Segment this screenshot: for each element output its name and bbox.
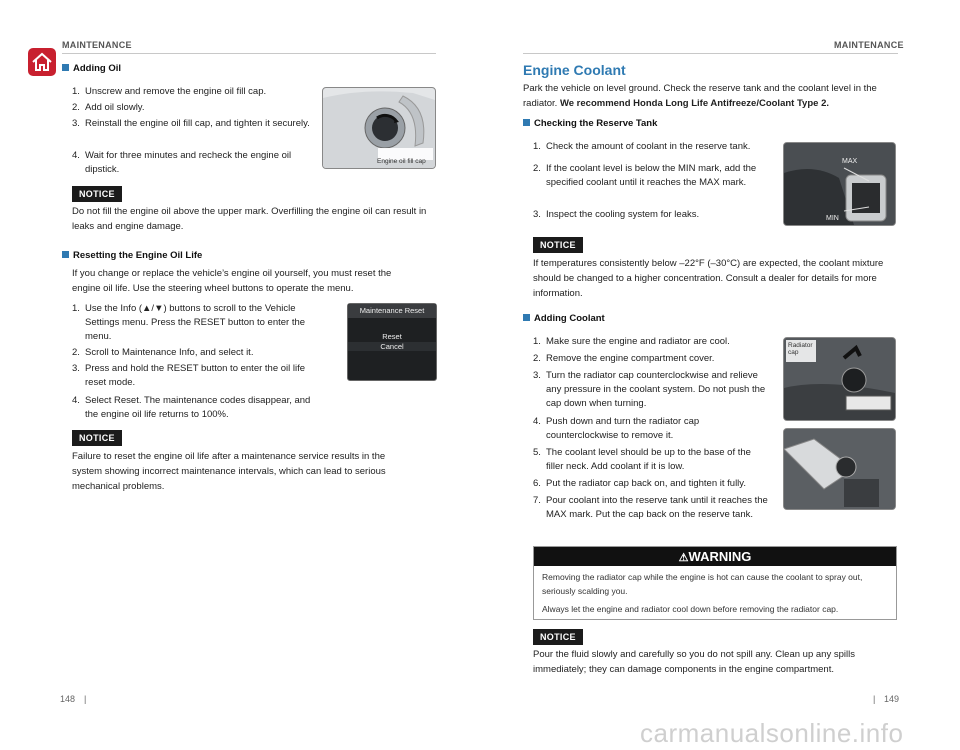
adding-coolant-steps <box>533 335 768 538</box>
notice-badge: NOTICE <box>533 237 583 253</box>
maintenance-reset-screen <box>347 303 437 381</box>
screen-option-cancel: Cancel <box>348 342 436 351</box>
screen-title: Maintenance Reset <box>348 304 436 318</box>
section-bullet-icon <box>62 251 69 258</box>
section-bullet-icon <box>62 64 69 71</box>
pouring-coolant-illustration <box>783 428 896 510</box>
list-item: 4. Wait for three minutes and recheck the engine oil dipstick. <box>72 150 292 175</box>
section-bullet-icon <box>523 119 530 126</box>
list-item: 4. Push down and turn the radiator cap counterclockwise to remove it. <box>533 416 700 441</box>
home-icon <box>28 48 56 76</box>
notice-text: If temperatures consistently below –22°F (–30°C) are expected, the coolant mixture should be changed to a higher concentration. Consult a dealer for details for more information. <box>533 258 884 299</box>
radiator-cap-illustration <box>783 337 896 421</box>
adding-oil-heading: Adding Oil <box>62 63 121 74</box>
reset-steps <box>72 302 317 424</box>
adding-coolant-heading: Adding Coolant <box>523 313 605 324</box>
reserve-tank-illustration <box>783 142 896 226</box>
adding-oil-steps <box>72 85 312 179</box>
warning-text-2: Always let the engine and radiator cool down before removing the radiator cap. <box>542 604 839 614</box>
warning-header: ⚠WARNING <box>534 547 896 566</box>
home-button[interactable] <box>28 48 56 76</box>
page-separator: | <box>84 694 87 704</box>
engine-coolant-title: Engine Coolant <box>523 62 626 78</box>
checking-steps <box>533 140 768 224</box>
right-running-header: MAINTENANCE <box>834 40 904 50</box>
checking-reserve-tank-heading: Checking the Reserve Tank <box>523 118 657 129</box>
section-bullet-icon <box>523 314 530 321</box>
notice-badge: NOTICE <box>533 629 583 645</box>
notice-text: Failure to reset the engine oil life after a maintenance service results in the system showing incorrect maintenance intervals, which can lead to serious mechanical problems. <box>72 451 386 492</box>
list-item: 4. Select Reset. The maintenance codes disappear, and the engine oil life returns to 100%. <box>72 395 311 420</box>
oil-fill-cap-illustration <box>322 87 436 169</box>
list-item: 1. Make sure the engine and radiator are cool. <box>533 336 730 347</box>
image-caption: Engine oil fill cap <box>377 158 426 165</box>
warning-triangle-icon: ⚠ <box>678 552 689 564</box>
max-label: MAX <box>842 158 858 165</box>
list-item: 5. The coolant level should be up to the base of the filler neck. Add coolant if it is low. <box>533 447 751 472</box>
page-number-left: 148 <box>60 694 76 704</box>
reset-oil-life-heading: Resetting the Engine Oil Life <box>62 250 202 261</box>
reset-intro: If you change or replace the vehicle’s engine oil yourself, you must reset the engine oil life. Use the steering wheel buttons to operate the menu. <box>72 268 392 294</box>
list-item: 2. If the coolant level is below the MIN mark, add the specified coolant until it reaches the MAX mark. <box>533 163 757 188</box>
left-header-rule <box>62 53 436 54</box>
watermark: carmanualsonline.info <box>640 718 904 748</box>
list-item: 2. Add oil slowly. <box>72 102 145 113</box>
list-item: 6. Put the radiator cap back on, and tighten it fully. <box>533 478 746 489</box>
list-item: 3. Reinstall the engine oil fill cap, and tighten it securely. <box>72 118 310 129</box>
list-item: 7. Pour coolant into the reserve tank until it reaches the MAX mark. Put the cap back on the reserve tank. <box>533 495 768 520</box>
notice-text: Pour the fluid slowly and carefully so you do not spill any. Clean up any spills immediately; they can damage components in the engine compartment. <box>533 649 855 675</box>
screen-option-reset: Reset <box>382 332 402 341</box>
list-item: 1. Unscrew and remove the engine oil fill cap. <box>72 86 267 97</box>
radiator-cap-label: Radiator cap <box>788 342 813 356</box>
coolant-intro: Park the vehicle on level ground. Check the reserve tank and the coolant level in the radiator. We recommend Honda Long Life Antifreeze/Coolant Type 2. <box>523 83 877 109</box>
list-item: 1. Check the amount of coolant in the reserve tank. <box>533 141 751 152</box>
left-running-header: MAINTENANCE <box>62 40 132 50</box>
notice-text: Do not fill the engine oil above the upper mark. Overfilling the engine oil can result in leaks and engine damage. <box>72 206 427 232</box>
notice-badge: NOTICE <box>72 430 122 446</box>
min-label: MIN <box>826 215 839 222</box>
list-item: 1. Use the Info (▲/▼) buttons to scroll to the Vehicle Settings menu. Press the RESET button to enter the menu. <box>72 303 306 342</box>
list-item: 3. Turn the radiator cap counterclockwise and relieve any pressure in the coolant system. Do not push the cap down when turning. <box>533 370 766 409</box>
list-item: 3. Inspect the cooling system for leaks. <box>533 209 700 220</box>
right-header-rule <box>523 53 898 54</box>
page-number-right: 149 <box>884 694 900 704</box>
page-separator: | <box>873 694 876 704</box>
warning-box <box>533 546 897 620</box>
list-item: 3. Press and hold the RESET button to enter the oil life reset mode. <box>72 363 306 388</box>
warning-text-1: Removing the radiator cap while the engine is hot can cause the coolant to spray out, seriously scalding you. <box>542 572 863 596</box>
list-item: 2. Remove the engine compartment cover. <box>533 353 715 364</box>
notice-badge: NOTICE <box>72 186 122 202</box>
list-item: 2. Scroll to Maintenance Info, and select it. <box>72 347 254 358</box>
